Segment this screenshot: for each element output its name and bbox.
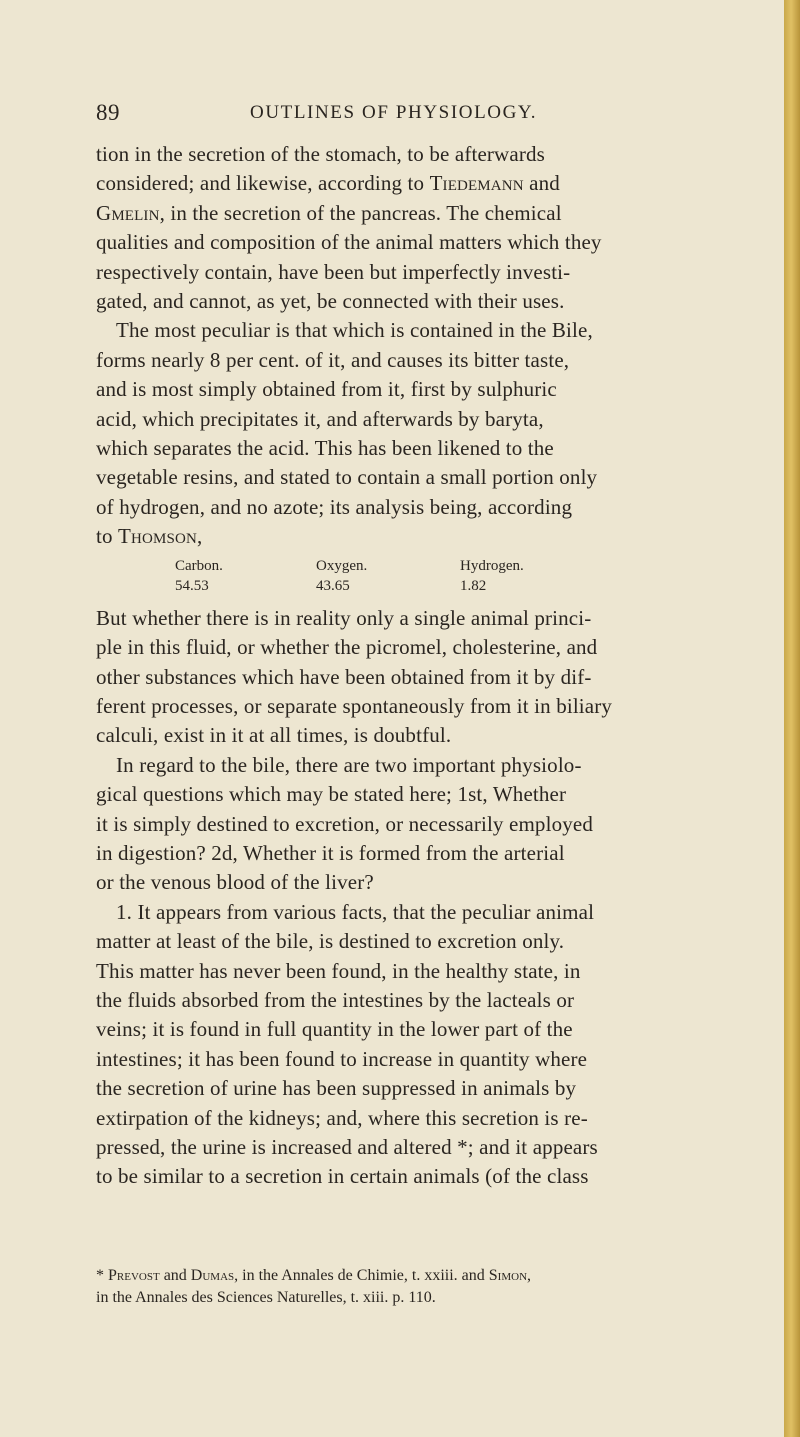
composition-column: [460, 556, 524, 596]
text-line: vegetable resins, and stated to contain a small portion only: [96, 465, 598, 490]
text-span: , in the Annales de Chimie, t. xxiii. and: [234, 1267, 489, 1284]
author-name: Dumas: [190, 1267, 235, 1284]
page-edge: [784, 0, 800, 1437]
text-line: In regard to the bile, there are two important physiolo-: [116, 752, 582, 777]
text-line: acid, which precipitates it, and afterwards by baryta,: [96, 406, 544, 431]
body-text: [96, 140, 726, 1192]
running-head-title: OUTLINES OF PHYSIOLOGY.: [250, 102, 538, 123]
text-line: the fluids absorbed from the intestines by the lacteals or: [96, 987, 575, 1012]
text-line: But whether there is in reality only a single animal princi-: [96, 605, 592, 630]
element-value: 1.82: [460, 577, 487, 594]
text-line: and is most simply obtained from it, first by sulphuric: [96, 377, 557, 402]
running-head: [96, 100, 696, 134]
text-span: ,: [527, 1267, 532, 1284]
text-line: veins; it is found in full quantity in the lower part of the: [96, 1017, 573, 1042]
text-line: [96, 169, 726, 198]
text-line: 1. It appears from various facts, that the peculiar animal: [116, 899, 595, 924]
element-name: Hydrogen.: [460, 557, 524, 574]
text-line: gated, and cannot, as yet, be connected with their uses.: [96, 289, 565, 314]
text-line: ple in this fluid, or whether the picromel, cholesterine, and: [96, 635, 598, 660]
text-line: which separates the acid. This has been likened to the: [96, 436, 554, 461]
text-span: and: [159, 1267, 191, 1284]
element-value: 43.65: [316, 577, 350, 594]
author-name: Simon: [488, 1267, 528, 1284]
text-line: other substances which have been obtained from it by dif-: [96, 664, 592, 689]
footnote: [96, 1265, 756, 1309]
text-line: respectively contain, have been but imperfectly investi-: [96, 259, 571, 284]
text-line: intestines; it has been found to increase in quantity where: [96, 1046, 588, 1071]
footnote-line: in the Annales des Sciences Naturelles, t. xiii. p. 110.: [96, 1289, 436, 1306]
text-line: matter at least of the bile, is destined to excretion only.: [96, 929, 565, 954]
text-line: qualities and composition of the animal matters which they: [96, 230, 602, 255]
composition-table: [96, 550, 726, 604]
footnote-line: [96, 1265, 756, 1287]
element-name: Carbon.: [175, 557, 223, 574]
author-name: Thomson: [118, 524, 197, 549]
element-value: 54.53: [175, 577, 209, 594]
text-span: considered; and likewise, according to: [96, 171, 430, 196]
text-line: This matter has never been found, in the healthy state, in: [96, 958, 581, 983]
text-line: tion in the secretion of the stomach, to be afterwards: [96, 142, 545, 166]
text-line: The most peculiar is that which is contained in the Bile,: [116, 318, 593, 343]
author-name: Gmelin: [96, 200, 160, 225]
text-span: and: [523, 171, 560, 196]
page-number: 89: [96, 100, 120, 125]
text-span: , in the secretion of the pancreas. The chemical: [159, 200, 562, 225]
text-line: of hydrogen, and no azote; its analysis being, according: [96, 494, 573, 519]
text-line: extirpation of the kidneys; and, where this secretion is re-: [96, 1105, 588, 1130]
text-line: pressed, the urine is increased and altered *; and it appears: [96, 1135, 598, 1159]
footnote-marker: *: [96, 1267, 108, 1284]
text-line: to be similar to a secretion in certain animals (of the class: [96, 1164, 589, 1189]
text-line: the secretion of urine has been suppressed in animals by: [96, 1076, 577, 1101]
text-line: ferent processes, or separate spontaneously from it in biliary: [96, 693, 613, 718]
composition-column: [175, 556, 223, 596]
text-line: gical questions which may be stated here; 1st, Whether: [96, 782, 567, 807]
author-name: Prevost: [108, 1267, 160, 1284]
text-line: it is simply destined to excretion, or necessarily employed: [96, 811, 593, 836]
text-span: to: [96, 524, 119, 549]
text-line: forms nearly 8 per cent. of it, and causes its bitter taste,: [96, 347, 570, 372]
element-name: Oxygen.: [316, 557, 368, 574]
author-name: Tiedemann: [429, 171, 524, 196]
text-span: ,: [196, 524, 203, 549]
composition-column: [316, 556, 367, 596]
text-line: or the venous blood of the liver?: [96, 870, 374, 895]
text-line: in digestion? 2d, Whether it is formed from the arterial: [96, 840, 565, 865]
text-line: calculi, exist in it at all times, is doubtful.: [96, 723, 452, 748]
text-line: [96, 522, 726, 551]
text-line: [96, 199, 726, 228]
